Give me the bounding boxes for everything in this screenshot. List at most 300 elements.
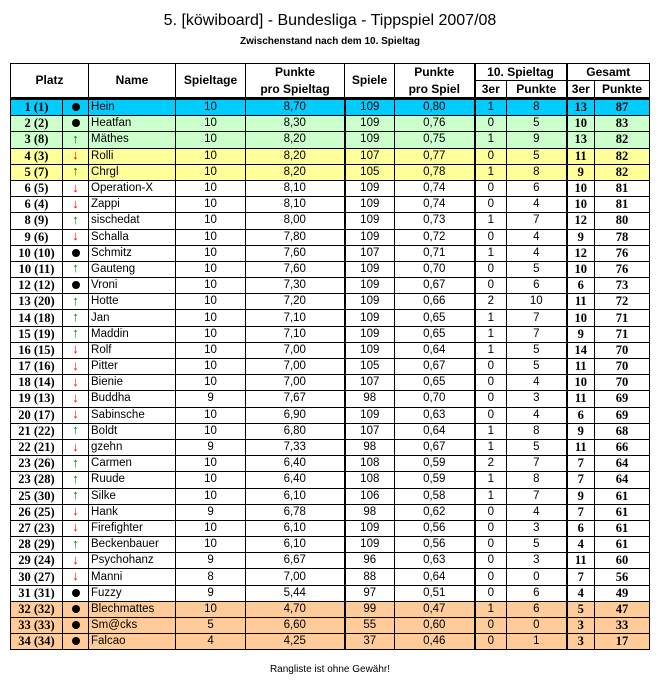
gesamt-3er-cell: 11: [567, 359, 595, 375]
punkte-pro-spiel-cell: 0,67: [395, 359, 475, 375]
spieltag-3er-cell: 1: [475, 601, 507, 617]
spieltag-3er-cell: 1: [475, 164, 507, 180]
spieltage-cell: 10: [176, 456, 246, 472]
punkte-pro-spiel-cell: 0,56: [395, 520, 475, 536]
table-row: [11, 164, 650, 180]
gesamt-punkte-cell: 71: [595, 310, 650, 326]
punkte-pro-spieltag-cell: 4,25: [246, 634, 345, 650]
trend-cell: [63, 310, 89, 326]
trend-cell: [63, 504, 89, 520]
trend-cell: [63, 634, 89, 650]
spieltag-punkte-cell: 5: [507, 148, 567, 164]
spieltag-punkte-cell: 7: [507, 488, 567, 504]
trend-cell: [63, 148, 89, 164]
spieltag-punkte-cell: 8: [507, 472, 567, 488]
arrow-up-icon: ↑: [72, 309, 79, 325]
spiele-cell: 109: [345, 520, 395, 536]
platz-cell: 15 (19): [11, 326, 63, 342]
trend-cell: [63, 116, 89, 132]
table-row: [11, 375, 650, 391]
name-cell: Manni: [89, 569, 176, 585]
trend-cell: [63, 278, 89, 294]
punkte-pro-spieltag-cell: 6,60: [246, 618, 345, 634]
spieltage-cell: 10: [176, 294, 246, 310]
punkte-pro-spieltag-cell: 7,00: [246, 342, 345, 358]
trend-cell: [63, 407, 89, 423]
gesamt-3er-cell: 3: [567, 634, 595, 650]
spieltage-cell: 10: [176, 278, 246, 294]
name-cell: Firefighter: [89, 520, 176, 536]
arrow-up-icon: ↑: [72, 131, 79, 146]
gesamt-3er-cell: 9: [567, 229, 595, 245]
table-row: [11, 213, 650, 229]
spieltag-punkte-cell: 5: [507, 261, 567, 277]
punkte-pro-spieltag-cell: 7,10: [246, 310, 345, 326]
punkte-pro-spiel-cell: 0,66: [395, 294, 475, 310]
spieltag-3er-cell: 2: [475, 456, 507, 472]
spieltage-cell: 10: [176, 261, 246, 277]
spieltag-punkte-cell: 6: [507, 180, 567, 196]
punkte-pro-spieltag-cell: 7,00: [246, 375, 345, 391]
name-cell: Jan: [89, 310, 176, 326]
punkte-pro-spiel-cell: 0,47: [395, 601, 475, 617]
arrow-up-icon: ↑: [72, 164, 79, 179]
spieltag-3er-cell: 0: [475, 116, 507, 132]
platz-cell: 25 (30): [11, 488, 63, 504]
arrow-down-icon: ↓: [72, 552, 79, 567]
arrow-down-icon: ↓: [72, 504, 79, 519]
spiele-cell: 96: [345, 553, 395, 569]
table-row: [11, 148, 650, 164]
trend-cell: [63, 213, 89, 229]
name-cell: Rolli: [89, 148, 176, 164]
punkte-pro-spieltag-cell: 6,40: [246, 472, 345, 488]
punkte-pro-spiel-cell: 0,56: [395, 537, 475, 553]
punkte-pro-spieltag-cell: 7,30: [246, 278, 345, 294]
gesamt-3er-cell: 6: [567, 278, 595, 294]
punkte-pro-spiel-cell: 0,75: [395, 132, 475, 148]
punkte-pro-spiel-cell: 0,62: [395, 504, 475, 520]
spiele-cell: 109: [345, 278, 395, 294]
gesamt-3er-cell: 10: [567, 180, 595, 196]
gesamt-punkte-cell: 61: [595, 520, 650, 536]
spiele-cell: 37: [345, 634, 395, 650]
header-punkte-pro-spiel-line1: Punkte: [395, 64, 475, 81]
platz-cell: 20 (17): [11, 407, 63, 423]
spiele-cell: 109: [345, 180, 395, 196]
punkte-pro-spiel-cell: 0,59: [395, 472, 475, 488]
gesamt-3er-cell: 9: [567, 164, 595, 180]
punkte-pro-spiel-cell: 0,73: [395, 213, 475, 229]
platz-cell: 22 (21): [11, 439, 63, 455]
punkte-pro-spieltag-cell: 6,10: [246, 537, 345, 553]
gesamt-punkte-cell: 82: [595, 164, 650, 180]
spiele-cell: 107: [345, 245, 395, 261]
name-cell: Fuzzy: [89, 585, 176, 601]
arrow-down-icon: ↓: [72, 374, 79, 389]
spieltag-3er-cell: 1: [475, 488, 507, 504]
table-row: [11, 601, 650, 617]
gesamt-3er-cell: 7: [567, 472, 595, 488]
trend-cell: [63, 164, 89, 180]
spiele-cell: 88: [345, 569, 395, 585]
table-row: [11, 310, 650, 326]
gesamt-punkte-cell: 69: [595, 391, 650, 407]
arrow-down-icon: ↓: [72, 407, 79, 422]
spieltag-punkte-cell: 8: [507, 423, 567, 439]
platz-cell: 5 (7): [11, 164, 63, 180]
punkte-pro-spieltag-cell: 6,10: [246, 488, 345, 504]
header-spiele: Spiele: [345, 64, 395, 99]
arrow-down-icon: ↓: [72, 520, 79, 535]
name-cell: Falcao: [89, 634, 176, 650]
spieltag-3er-cell: 0: [475, 634, 507, 650]
trend-cell: [63, 375, 89, 391]
punkte-pro-spieltag-cell: 8,10: [246, 197, 345, 213]
gesamt-punkte-cell: 70: [595, 359, 650, 375]
spiele-cell: 106: [345, 488, 395, 504]
trend-cell: [63, 99, 89, 116]
name-cell: Rolf: [89, 342, 176, 358]
trend-cell: [63, 261, 89, 277]
spieltag-3er-cell: 1: [475, 439, 507, 455]
spiele-cell: 109: [345, 116, 395, 132]
header-punkte-pro-spieltag-line1: Punkte: [246, 64, 345, 81]
gesamt-3er-cell: 5: [567, 601, 595, 617]
name-cell: Boldt: [89, 423, 176, 439]
spieltag-punkte-cell: 4: [507, 375, 567, 391]
spieltage-cell: 10: [176, 342, 246, 358]
punkte-pro-spiel-cell: 0,65: [395, 310, 475, 326]
punkte-pro-spieltag-cell: 7,67: [246, 391, 345, 407]
punkte-pro-spieltag-cell: 7,33: [246, 439, 345, 455]
spieltag-3er-cell: 1: [475, 132, 507, 148]
dot-icon: [72, 605, 80, 613]
spieltage-cell: 10: [176, 245, 246, 261]
trend-cell: [63, 391, 89, 407]
spieltag-punkte-cell: 0: [507, 569, 567, 585]
spiele-cell: 107: [345, 423, 395, 439]
spieltag-3er-cell: 1: [475, 423, 507, 439]
name-cell: Sm@cks: [89, 618, 176, 634]
name-cell: Buddha: [89, 391, 176, 407]
trend-cell: [63, 423, 89, 439]
platz-cell: 34 (34): [11, 634, 63, 650]
spieltag-3er-cell: 0: [475, 278, 507, 294]
table-row: [11, 634, 650, 650]
spiele-cell: 98: [345, 391, 395, 407]
arrow-up-icon: ↑: [72, 471, 79, 486]
gesamt-punkte-cell: 17: [595, 634, 650, 650]
trend-cell: [63, 326, 89, 342]
spieltag-punkte-cell: 3: [507, 391, 567, 407]
name-cell: Mäthes: [89, 132, 176, 148]
name-cell: sischedat: [89, 213, 176, 229]
spieltage-cell: 10: [176, 213, 246, 229]
dot-icon: [72, 589, 80, 597]
spieltag-punkte-cell: 4: [507, 407, 567, 423]
spieltag-3er-cell: 0: [475, 229, 507, 245]
spieltag-3er-cell: 0: [475, 391, 507, 407]
spiele-cell: 97: [345, 585, 395, 601]
spiele-cell: 109: [345, 261, 395, 277]
disclaimer: Rangliste ist ohne Gewähr!: [269, 664, 391, 675]
arrow-up-icon: ↑: [72, 261, 79, 276]
spieltag-3er-cell: 1: [475, 342, 507, 358]
gesamt-3er-cell: 14: [567, 342, 595, 358]
punkte-pro-spieltag-cell: 6,10: [246, 520, 345, 536]
trend-cell: [63, 456, 89, 472]
trend-cell: [63, 342, 89, 358]
punkte-pro-spieltag-cell: 8,20: [246, 164, 345, 180]
platz-cell: 31 (31): [11, 585, 63, 601]
punkte-pro-spieltag-cell: 7,00: [246, 359, 345, 375]
spiele-cell: 109: [345, 537, 395, 553]
trend-cell: [63, 553, 89, 569]
spieltag-3er-cell: 0: [475, 261, 507, 277]
spieltage-cell: 10: [176, 520, 246, 536]
gesamt-punkte-cell: 82: [595, 148, 650, 164]
punkte-pro-spiel-cell: 0,65: [395, 375, 475, 391]
name-cell: Blechmattes: [89, 601, 176, 617]
spieltag-punkte-cell: 3: [507, 520, 567, 536]
trend-cell: [63, 229, 89, 245]
spieltag-punkte-cell: 4: [507, 197, 567, 213]
punkte-pro-spiel-cell: 0,78: [395, 164, 475, 180]
spieltag-3er-cell: 1: [475, 472, 507, 488]
punkte-pro-spiel-cell: 0,65: [395, 326, 475, 342]
dot-icon: [72, 119, 80, 127]
name-cell: Hank: [89, 504, 176, 520]
punkte-pro-spiel-cell: 0,60: [395, 618, 475, 634]
spieltage-cell: 5: [176, 618, 246, 634]
gesamt-3er-cell: 13: [567, 99, 595, 116]
spieltag-3er-cell: 0: [475, 359, 507, 375]
dot-icon: [72, 621, 80, 629]
gesamt-punkte-cell: 69: [595, 407, 650, 423]
platz-cell: 30 (27): [11, 569, 63, 585]
spiele-cell: 99: [345, 601, 395, 617]
arrow-up-icon: ↑: [72, 212, 79, 227]
spiele-cell: 98: [345, 439, 395, 455]
name-cell: gzehn: [89, 439, 176, 455]
gesamt-punkte-cell: 82: [595, 132, 650, 148]
name-cell: Beckenbauer: [89, 537, 176, 553]
table-row: [11, 342, 650, 358]
spieltag-punkte-cell: 4: [507, 504, 567, 520]
spieltage-cell: 10: [176, 472, 246, 488]
gesamt-punkte-cell: 87: [595, 99, 650, 116]
trend-cell: [63, 132, 89, 148]
arrow-down-icon: ↓: [72, 342, 79, 357]
header-spieltag-3er: 3er: [475, 81, 507, 99]
spieltag-3er-cell: 1: [475, 213, 507, 229]
platz-cell: 18 (14): [11, 375, 63, 391]
gesamt-3er-cell: 10: [567, 116, 595, 132]
punkte-pro-spiel-cell: 0,58: [395, 488, 475, 504]
spieltage-cell: 10: [176, 310, 246, 326]
dot-icon: [72, 281, 80, 289]
spieltage-cell: 10: [176, 116, 246, 132]
arrow-down-icon: ↓: [72, 148, 79, 163]
gesamt-3er-cell: 3: [567, 618, 595, 634]
table-row: [11, 553, 650, 569]
spieltag-3er-cell: 0: [475, 585, 507, 601]
arrow-down-icon: ↓: [72, 180, 79, 195]
gesamt-3er-cell: 13: [567, 132, 595, 148]
arrow-up-icon: ↑: [72, 326, 79, 341]
table-row: [11, 391, 650, 407]
table-row: [11, 407, 650, 423]
platz-cell: 9 (6): [11, 229, 63, 245]
punkte-pro-spieltag-cell: 6,40: [246, 456, 345, 472]
spieltag-3er-cell: 0: [475, 197, 507, 213]
spieltage-cell: 10: [176, 359, 246, 375]
spiele-cell: 109: [345, 132, 395, 148]
gesamt-punkte-cell: 64: [595, 456, 650, 472]
name-cell: Vroni: [89, 278, 176, 294]
spieltage-cell: 9: [176, 439, 246, 455]
name-cell: Silke: [89, 488, 176, 504]
trend-cell: [63, 197, 89, 213]
punkte-pro-spieltag-cell: 8,70: [246, 99, 345, 116]
header-punkte-pro-spiel-line2: pro Spiel: [395, 81, 475, 99]
name-cell: Carmen: [89, 456, 176, 472]
gesamt-3er-cell: 11: [567, 148, 595, 164]
name-cell: Bienie: [89, 375, 176, 391]
gesamt-punkte-cell: 47: [595, 601, 650, 617]
name-cell: Hein: [89, 99, 176, 116]
arrow-down-icon: ↓: [72, 358, 79, 373]
spieltage-cell: 10: [176, 99, 246, 116]
spiele-cell: 107: [345, 148, 395, 164]
spiele-cell: 109: [345, 213, 395, 229]
spieltag-3er-cell: 0: [475, 148, 507, 164]
page-title: 5. [köwiboard] - Bundesliga - Tippspiel 2007/08: [163, 12, 497, 29]
table-row: [11, 472, 650, 488]
trend-cell: [63, 601, 89, 617]
spieltage-cell: 9: [176, 553, 246, 569]
table-row: [11, 278, 650, 294]
gesamt-3er-cell: 12: [567, 213, 595, 229]
punkte-pro-spieltag-cell: 8,20: [246, 148, 345, 164]
punkte-pro-spiel-cell: 0,67: [395, 439, 475, 455]
header-10-spieltag: 10. Spieltag: [475, 64, 567, 81]
table-row: [11, 229, 650, 245]
header-name: Name: [89, 64, 176, 99]
platz-cell: 6 (5): [11, 180, 63, 196]
punkte-pro-spieltag-cell: 7,10: [246, 326, 345, 342]
spieltage-cell: 10: [176, 326, 246, 342]
platz-cell: 16 (15): [11, 342, 63, 358]
gesamt-punkte-cell: 73: [595, 278, 650, 294]
platz-cell: 17 (16): [11, 359, 63, 375]
platz-cell: 4 (3): [11, 148, 63, 164]
spieltag-punkte-cell: 7: [507, 213, 567, 229]
gesamt-punkte-cell: 68: [595, 423, 650, 439]
spieltag-punkte-cell: 4: [507, 245, 567, 261]
gesamt-punkte-cell: 60: [595, 553, 650, 569]
spieltag-3er-cell: 0: [475, 553, 507, 569]
arrow-down-icon: ↓: [72, 390, 79, 405]
spieltage-cell: 10: [176, 197, 246, 213]
trend-cell: [63, 569, 89, 585]
spieltag-punkte-cell: 10: [507, 294, 567, 310]
name-cell: Schalla: [89, 229, 176, 245]
spieltage-cell: 10: [176, 132, 246, 148]
platz-cell: 32 (32): [11, 601, 63, 617]
platz-cell: 29 (24): [11, 553, 63, 569]
gesamt-punkte-cell: 66: [595, 439, 650, 455]
spieltag-3er-cell: 2: [475, 294, 507, 310]
spieltage-cell: 10: [176, 423, 246, 439]
spiele-cell: 109: [345, 342, 395, 358]
spieltag-punkte-cell: 0: [507, 618, 567, 634]
platz-cell: 21 (22): [11, 423, 63, 439]
gesamt-punkte-cell: 78: [595, 229, 650, 245]
punkte-pro-spiel-cell: 0,72: [395, 229, 475, 245]
spieltag-punkte-cell: 5: [507, 537, 567, 553]
spiele-cell: 109: [345, 197, 395, 213]
spiele-cell: 109: [345, 294, 395, 310]
gesamt-punkte-cell: 70: [595, 375, 650, 391]
gesamt-3er-cell: 10: [567, 261, 595, 277]
gesamt-3er-cell: 6: [567, 520, 595, 536]
punkte-pro-spieltag-cell: 6,80: [246, 423, 345, 439]
table-row: [11, 197, 650, 213]
table-row: [11, 618, 650, 634]
punkte-pro-spieltag-cell: 8,00: [246, 213, 345, 229]
arrow-down-icon: ↓: [72, 229, 79, 244]
spieltag-punkte-cell: 3: [507, 553, 567, 569]
gesamt-3er-cell: 7: [567, 456, 595, 472]
spieltag-punkte-cell: 6: [507, 585, 567, 601]
arrow-up-icon: ↑: [72, 293, 79, 308]
spieltag-punkte-cell: 5: [507, 439, 567, 455]
name-cell: Heatfan: [89, 116, 176, 132]
gesamt-punkte-cell: 76: [595, 261, 650, 277]
gesamt-3er-cell: 7: [567, 504, 595, 520]
spiele-cell: 108: [345, 472, 395, 488]
punkte-pro-spiel-cell: 0,64: [395, 569, 475, 585]
gesamt-3er-cell: 12: [567, 245, 595, 261]
trend-cell: [63, 359, 89, 375]
spieltag-punkte-cell: 8: [507, 164, 567, 180]
platz-cell: 23 (26): [11, 456, 63, 472]
gesamt-3er-cell: 9: [567, 423, 595, 439]
spieltage-cell: 10: [176, 537, 246, 553]
punkte-pro-spiel-cell: 0,63: [395, 407, 475, 423]
dot-icon: [72, 637, 80, 645]
trend-cell: [63, 180, 89, 196]
gesamt-3er-cell: 9: [567, 488, 595, 504]
header-gesamt: Gesamt: [567, 64, 650, 81]
spieltag-punkte-cell: 9: [507, 132, 567, 148]
table-row: [11, 504, 650, 520]
gesamt-3er-cell: 11: [567, 294, 595, 310]
spieltage-cell: 10: [176, 164, 246, 180]
name-cell: Gauteng: [89, 261, 176, 277]
punkte-pro-spieltag-cell: 8,30: [246, 116, 345, 132]
spieltag-3er-cell: 0: [475, 407, 507, 423]
header-spieltage: Spieltage: [176, 64, 246, 99]
platz-cell: 3 (8): [11, 132, 63, 148]
spiele-cell: 98: [345, 504, 395, 520]
trend-cell: [63, 537, 89, 553]
gesamt-punkte-cell: 83: [595, 116, 650, 132]
spiele-cell: 109: [345, 326, 395, 342]
punkte-pro-spieltag-cell: 7,00: [246, 569, 345, 585]
